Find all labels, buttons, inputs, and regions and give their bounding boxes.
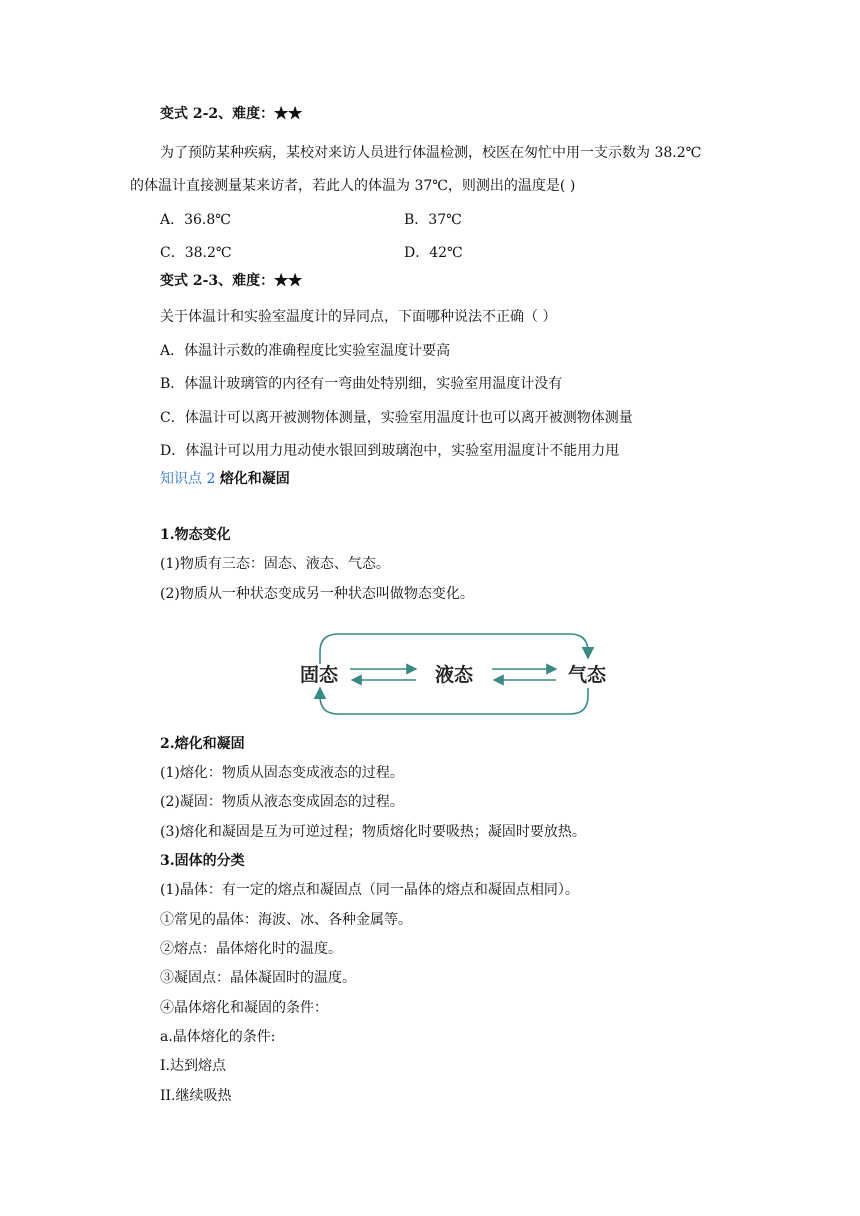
section-2-line-2: (2)凝固：物质从液态变成固态的过程。 [160, 794, 404, 810]
section-3-line-5: ④晶体熔化和凝固的条件： [160, 1000, 328, 1016]
option-a: A．36.8℃ [160, 212, 231, 228]
section-2-heading: 2.熔化和凝固 [160, 736, 245, 752]
section-3-line-2: ①常见的晶体：海波、冰、各种金属等。 [160, 912, 412, 928]
question-2-2-line1: 为了预防某种疾病，某校对来访人员进行体温检测，校医在匆忙中用一支示数为 38.2℃ [160, 145, 702, 161]
question-2-3: 关于体温计和实验室温度计的异同点，下面哪种说法不正确（ ） [160, 309, 557, 325]
section-3-line-7: I.达到熔点 [160, 1058, 226, 1074]
question-2-2-line2: 的体温计直接测量某来访者，若此人的体温为 37℃，则测出的温度是( ) [130, 178, 576, 194]
section-2-line-1: (1)熔化：物质从固态变成液态的过程。 [160, 765, 404, 781]
knowledge-point-heading [160, 469, 290, 489]
state-solid: 固态 [300, 664, 339, 686]
option-2-3-d: D．体温计可以用力甩动使水银回到玻璃泡中，实验室用温度计不能用力甩 [160, 443, 620, 459]
section-1-line-2: (2)物质从一种状态变成另一种状态叫做物态变化。 [160, 586, 474, 602]
section-1-heading: 1.物态变化 [160, 527, 231, 543]
state-liquid: 液态 [435, 664, 474, 686]
option-c: C．38.2℃ [160, 245, 232, 261]
section-3-line-6: a.晶体熔化的条件: [160, 1029, 276, 1045]
state-gas: 气态 [568, 664, 607, 686]
option-b: B．37℃ [404, 212, 462, 228]
section-1-line-1: (1)物质有三态：固态、液态、气态。 [160, 556, 390, 572]
option-d: D．42℃ [404, 245, 463, 261]
knowledge-point-title: 熔化和凝固 [219, 471, 290, 487]
option-2-3-a: A．体温计示数的准确程度比实验室温度计要高 [160, 343, 451, 359]
top-loop-arrow [320, 634, 588, 664]
option-2-3-c: C．体温计可以离开被测物体测量，实验室用温度计也可以离开被测物体测量 [160, 410, 633, 426]
bottom-loop-arrow [320, 688, 588, 714]
section-2-line-3: (3)熔化和凝固是互为可逆过程；物质熔化时要吸热；凝固时要放热。 [160, 824, 586, 840]
section-3-line-3: ②熔点：晶体熔化时的温度。 [160, 941, 342, 957]
variant-2-2-heading: 变式 2-2、难度：★★ [160, 106, 303, 122]
section-3-line-1: (1)晶体：有一定的熔点和凝固点（同一晶体的熔点和凝固点相同）。 [160, 882, 579, 898]
option-2-3-b: B．体温计玻璃管的内径有一弯曲处特别细，实验室用温度计没有 [160, 376, 563, 392]
section-3-heading: 3.固体的分类 [160, 853, 245, 869]
section-3-line-8: II.继续吸热 [160, 1088, 232, 1104]
knowledge-point-prefix: 知识点 2 [160, 471, 216, 487]
section-3-line-4: ③凝固点：晶体凝固时的温度。 [160, 970, 356, 986]
state-change-diagram [298, 628, 610, 720]
variant-2-3-heading: 变式 2-3、难度：★★ [160, 273, 303, 289]
